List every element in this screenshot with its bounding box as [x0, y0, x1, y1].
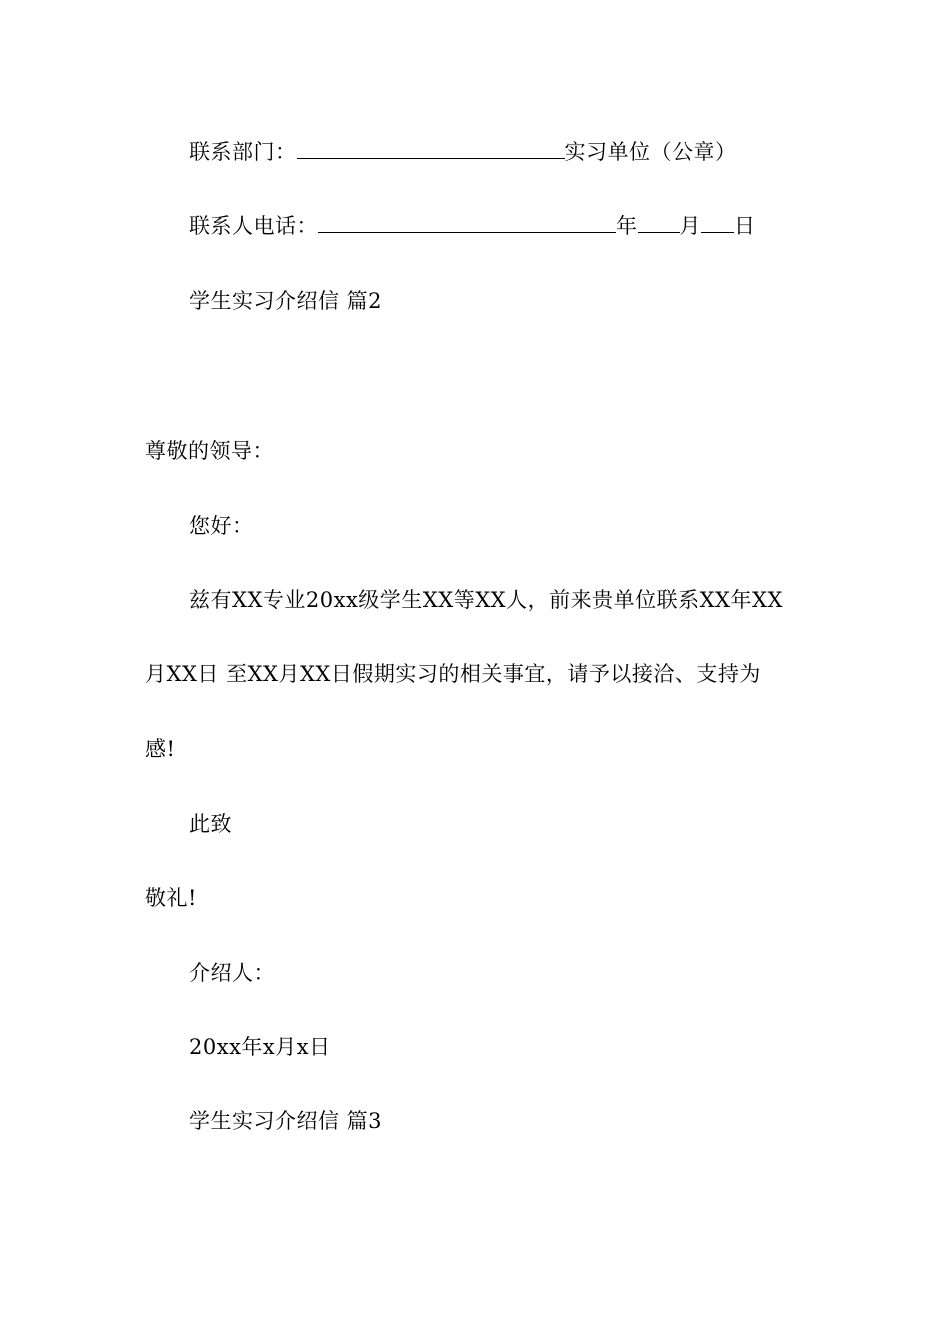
- day-label: 日: [734, 214, 756, 238]
- day-blank: [701, 214, 734, 233]
- salutation: 尊敬的领导：: [145, 439, 274, 463]
- closing-1: 此致: [189, 812, 232, 836]
- year-label: 年: [616, 214, 638, 238]
- date-line: 20xx年x月x日: [189, 1035, 331, 1059]
- introducer: 介绍人：: [189, 961, 275, 985]
- contact-phone-label: 联系人电话：: [189, 214, 318, 238]
- contact-phone-blank: [318, 214, 616, 233]
- greeting: 您好：: [189, 514, 254, 538]
- contact-dept-label: 联系部门：: [189, 140, 297, 164]
- heading-3: 学生实习介绍信 篇3: [189, 1109, 383, 1133]
- contact-dept-line: [189, 140, 737, 164]
- closing-2: 敬礼!: [145, 886, 197, 910]
- month-blank: [638, 214, 680, 233]
- body-line-2: 月XX日 至XX月XX日假期实习的相关事宜，请予以接洽、支持为: [145, 662, 761, 686]
- month-label: 月: [679, 214, 701, 238]
- contact-phone-line: [189, 214, 756, 238]
- body-line-1: 兹有XX专业20xx级学生XX等XX人，前来贵单位联系XX年XX: [189, 588, 783, 612]
- heading-2: 学生实习介绍信 篇2: [189, 289, 383, 313]
- contact-dept-blank: [297, 140, 565, 159]
- intern-unit-seal: 实习单位（公章）: [564, 140, 737, 164]
- body-line-3: 感!: [145, 737, 176, 761]
